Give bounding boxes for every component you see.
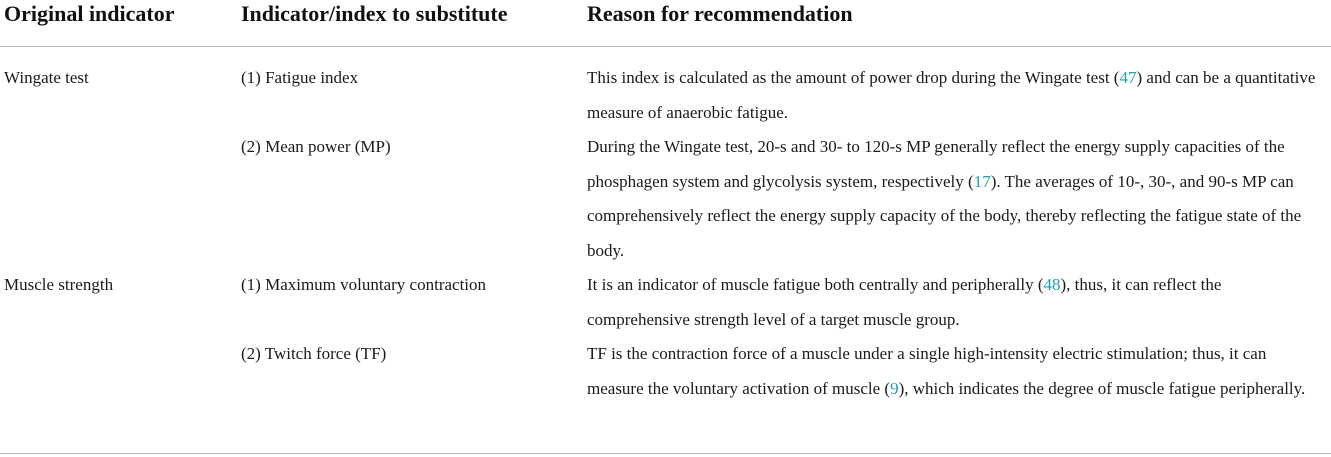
reference-link[interactable]: 47 (1119, 68, 1137, 87)
substitute-cell: (1) Fatigue index (241, 68, 359, 87)
reference-link[interactable]: 48 (1043, 275, 1061, 294)
substitute-cell: (2) Mean power (MP) (241, 137, 391, 156)
reason-text: During the Wingate test, 20-s and 30- to 120-s MP generally reflect the energy supply capacities of the phosphagen system and glycolysis system, respectively ( (587, 137, 1285, 191)
header-original-indicator: Original indicator (4, 1, 175, 26)
reference-link[interactable]: 17 (973, 171, 991, 191)
original-indicator-cell: Wingate test (4, 68, 89, 87)
header-indicator-substitute: Indicator/index to substitute (241, 1, 508, 26)
reason-text: TF is the contraction force of a muscle under a single high-intensity electric stimulation; thus, it can measure the voluntary activation of muscle ( (587, 344, 1267, 398)
reason-text: ), thus, it can reflect the comprehensive strength level of a target muscle group. (587, 275, 1222, 329)
reason-text: ). The averages of 10-, 30-, and 90-s MP can comprehensively reflect the energy supply capacity of the body, thereby reflecting the fatigue state of the body. (587, 171, 1302, 260)
reason-text: ), which indicates the degree of muscle fatigue peripherally. (898, 378, 1306, 398)
reference-link[interactable]: 9 (890, 378, 899, 398)
reason-cell (587, 130, 1325, 268)
reason-text: This index is calculated as the amount of power drop during the Wingate test ( (587, 68, 1120, 87)
reason-cell (587, 268, 1325, 337)
table-header (0, 0, 1331, 40)
table-bottom-rule (0, 453, 1331, 454)
substitute-cell: (1) Maximum voluntary contraction (241, 275, 487, 294)
header-divider (0, 46, 1331, 47)
reason-text: It is an indicator of muscle fatigue both centrally and peripherally ( (587, 275, 1044, 294)
reason-text: ) and can be a quantitative measure of anaerobic fatigue. (587, 68, 1316, 122)
original-indicator-cell: Muscle strength (4, 275, 114, 294)
reason-cell (587, 61, 1325, 130)
header-reason: Reason for recommendation (587, 1, 853, 26)
substitute-cell: (2) Twitch force (TF) (241, 344, 387, 363)
reason-cell (587, 337, 1325, 406)
